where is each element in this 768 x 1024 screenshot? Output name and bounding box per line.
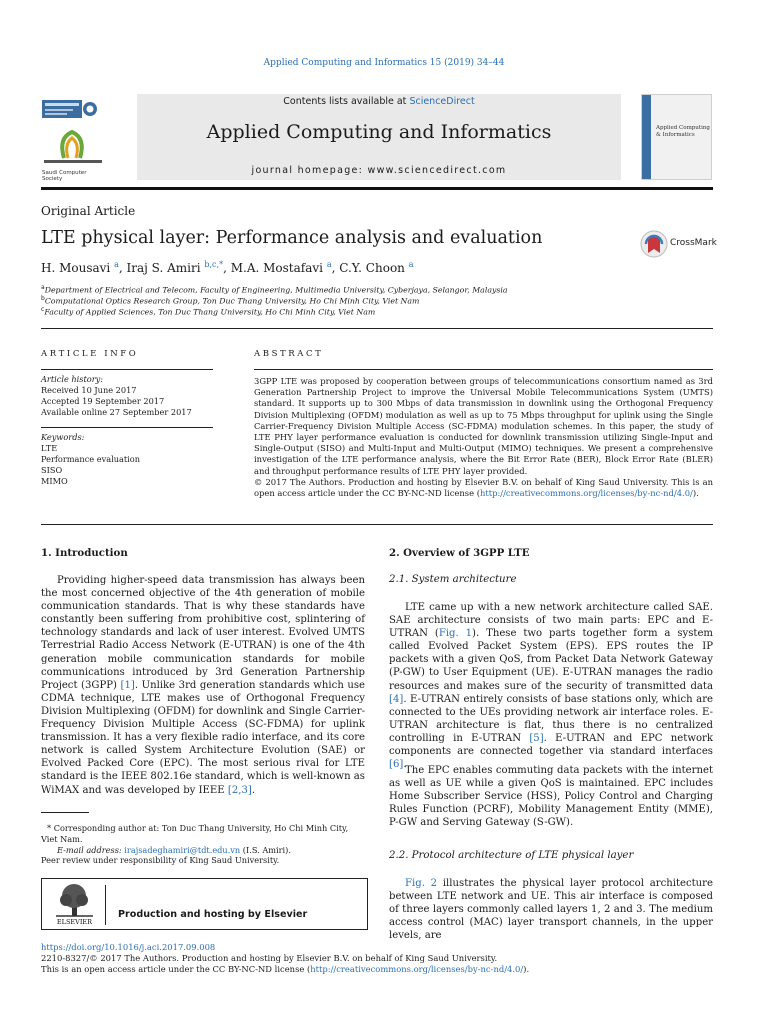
author-affiliation-marker[interactable]: b,c,* <box>204 260 224 269</box>
journal-homepage: journal homepage: www.sciencedirect.com <box>251 165 507 176</box>
affiliation-b: $^b$Computational Optics Research Group, Ton Duc Thang University, Ho Chi Minh City, Viet Nam <box>41 295 420 306</box>
footnotes <box>41 823 365 866</box>
king-saud-university-logo <box>42 98 98 120</box>
affiliation-a: $^a$Department of Electrical and Telecom, Faculty of Engineering, Multimedia University, Cyberjaya, Selangor, Malaysia <box>41 284 508 295</box>
crossmark-icon <box>640 230 668 258</box>
article-info-heading: ARTICLE INFO <box>41 349 139 359</box>
keyword: LTE <box>41 443 58 453</box>
license-line: This is an open access article under the CC BY-NC-ND license (http://creativecommons.org/licenses/by-nc-nd/4.0/). <box>41 964 530 974</box>
contents-available: Contents lists available at ScienceDirect <box>283 96 475 107</box>
journal-citation[interactable]: Applied Computing and Informatics 15 (2019) 34–44 <box>263 58 505 68</box>
journal-title: Applied Computing and Informatics <box>206 121 552 143</box>
author-affiliation-marker[interactable]: a <box>408 260 414 269</box>
section-2-heading: 2. Overview of 3GPP LTE <box>389 547 530 559</box>
author-name[interactable]: H. Mousavi <box>41 261 111 275</box>
section-2-1-paragraph-1 <box>389 601 713 771</box>
email-line: E-mail address: irajsadeghamiri@tdt.edu.vn (I.S. Amiri). <box>57 844 291 855</box>
abstract-bottom-rule <box>41 524 713 525</box>
section-2-2-paragraph: Fig. 2 illustrates the physical layer protocol architecture between LTE network and UE. This air interface is composed of three layers commonly called layers 1, 2 and 3. The medium access control (MAC) layer transport channels, in the upper levels, are <box>389 878 713 942</box>
author-list: H. Mousavi $^a$, Iraj S. Amiri $^{b,c,*}$, M.A. Mostafavi $^a$, C.Y. Choon $^a$ <box>41 260 414 275</box>
elsevier-divider <box>105 885 106 925</box>
figure-link[interactable]: Fig. 2 <box>405 878 438 889</box>
keywords-rule <box>41 427 213 428</box>
abstract-copyright: © 2017 The Authors. Production and hosting by Elsevier B.V. on behalf of King Saud University. This is an open access article under the CC BY-NC-ND license (http://creativecommons.org/licenses/by-nc-nd/4.0/). <box>254 476 713 499</box>
paragraph-text: LTE came up with a new network architecture called SAE. SAE architecture consists of two main parts: EPC and E-UTRAN ( <box>389 602 713 640</box>
received-date: Received 10 June 2017 <box>41 385 137 395</box>
corresponding-author: * Corresponding author at: Ton Duc Thang University, Ho Chi Minh City, Viet Nam. <box>41 823 349 844</box>
society-emblem-icon <box>42 128 104 166</box>
license-link[interactable]: http://creativecommons.org/licenses/by-nc-nd/4.0/ <box>479 488 693 499</box>
accepted-date: Accepted 19 September 2017 <box>41 396 165 406</box>
ref-link[interactable]: [6] <box>389 759 404 771</box>
journal-cover-thumbnail[interactable] <box>641 94 712 180</box>
keyword: SISO <box>41 465 63 475</box>
elsevier-wordmark: ELSEVIER <box>56 918 93 926</box>
society-label: Saudi Computer Society <box>42 170 87 182</box>
cover-title: Applied Computing & Informatics <box>656 125 710 138</box>
ref-link[interactable]: [2,3] <box>227 784 252 796</box>
abstract-rule <box>254 369 713 370</box>
saudi-computer-society-logo <box>42 128 104 182</box>
history-label: Article history: <box>41 374 103 384</box>
author-affiliation-marker[interactable]: a <box>326 260 332 269</box>
header-rule <box>41 187 713 190</box>
crossmark-label: CrossMark <box>670 238 717 248</box>
affiliation-c: $^c$Faculty of Applied Sciences, Ton Duc Thang University, Ho Chi Minh City, Viet Nam <box>41 306 376 317</box>
keywords-label: Keywords: <box>41 432 85 442</box>
section-1-paragraph: Providing higher-speed data transmission has always been the most concerned objective of the 4th generation of mobile communication standards. That is why these standards have constantly been suffering from prohibitive cost, splintering of technology standards and lack of user interest. Evolved UMTS Terrestrial Radio Access Network (E-UTRAN) is one of the 4th generation mobile communication standards for mobile communications introduced by 3rd Generation Partnership Project (3GPP) [1]. Unlike 3rd generation standards which use CDMA technique, LTE makes use of Orthogonal Frequency Division Multiplexing (OFDM) for downlink and Single Carrier-Frequency Division Multiple Access (SC-FDMA) for uplink transmission. It has a very flexible radio interface, and its core network is called System Architecture Evolution (SAE) or Evolved Packed Core (EPC). The most serious rival for LTE standard is the IEEE 802.16e standard, which is well-known as WiMAX and was developed by IEEE [2,3]. <box>41 575 366 796</box>
paragraph-text: . <box>403 759 407 771</box>
footnote-rule <box>41 812 89 813</box>
keywords <box>41 432 213 487</box>
subsection-2-2-heading: 2.2. Protocol architecture of LTE physical layer <box>389 850 634 861</box>
email-link[interactable]: irajsadeghamiri@tdt.edu.vn <box>124 844 241 855</box>
production-label: Production and hosting by Elsevier <box>118 909 308 920</box>
abstract-body <box>254 376 713 499</box>
ref-link[interactable]: [4] <box>389 693 404 705</box>
crossmark-badge[interactable] <box>640 230 720 258</box>
issn-line: 2210-8327/© 2017 The Authors. Production and hosting by Elsevier B.V. on behalf of King Saud University. <box>41 953 498 963</box>
author-affiliation-marker[interactable]: a <box>114 260 119 269</box>
author-name[interactable]: Iraj S. Amiri <box>126 261 201 275</box>
author-name[interactable]: M.A. Mostafavi <box>230 261 323 275</box>
abstract-text: 3GPP LTE was proposed by cooperation between groups of telecommunications consortium named as 3rd Generation Partnership Project to improve the Universal Mobile Telecommunications System (UMTS) standard. It supports up to 300 Mbps of data transmission in downlink using the Orthogonal Frequency Division Multiplexing (OFDM) modulation as well as up to 75 Mbps throughput for uplink using the Single Carrier-Frequency Division Multiple Access (SC-FDMA) modulation schemes. In this paper, the study of LTE PHY layer performance evaluation is conducted for downlink transmission utilizing Single-Input and Single-Output (SISO) and Multi-Input and Multi-Output (MIMO) techniques. We present a comprehensive investigation of the LTE performance analysis, where the Bit Error Rate (BER), Block Error Rate (BLER) and throughput performance results of LTE PHY layer provided. <box>254 376 713 476</box>
abstract-heading: ABSTRACT <box>254 349 324 359</box>
author-name[interactable]: C.Y. Choon <box>339 261 405 275</box>
article-type: Original Article <box>41 204 136 218</box>
ref-link[interactable]: [5] <box>529 732 544 744</box>
license-link[interactable]: http://creativecommons.org/licenses/by-nc-nd/4.0/ <box>310 964 524 974</box>
keyword: MIMO <box>41 476 68 486</box>
sciencedirect-link[interactable]: ScienceDirect <box>409 96 475 107</box>
paragraph-text: . E-UTRAN entirely consists of base stations only, which are connected to the UEs providing network air interface roles. E-UTRAN architecture is flat, thus there is no centralized controlling in E-UTRAN <box>389 693 713 744</box>
subsection-2-1-heading: 2.1. System architecture <box>389 574 517 585</box>
article-info-rule <box>41 369 213 370</box>
online-date: Available online 27 September 2017 <box>41 407 192 417</box>
elsevier-tree-icon <box>52 882 97 926</box>
paragraph-text: ). These two parts together form a system called Evolved Packet System (EPS). EPS routes the IP packets with a given QoS, from Packet Data Network Gateway (P-GW) to User Equipment (UE). E-UTRAN manages the radio resources and makes sure of the security of transmitted data <box>389 628 714 692</box>
title-rule <box>41 328 713 329</box>
keyword: Performance evaluation <box>41 454 140 464</box>
doi-link[interactable]: https://doi.org/10.1016/j.aci.2017.09.008 <box>41 942 216 952</box>
article-history <box>41 374 213 418</box>
ref-link[interactable]: Fig. 1 <box>438 628 473 640</box>
article-title: LTE physical layer: Performance analysis and evaluation <box>41 228 543 248</box>
section-2-1-paragraph-2: The EPC enables commuting data packets with the internet as well as UE while a given QoS is maintained. EPC includes Home Subscriber Service (HSS), Policy Control and Charging Rules Function (PCRF), Mobility Management Entity (MME), P-GW and Serving Gateway (S-GW). <box>389 765 713 829</box>
peer-review-note: Peer review under responsibility of King Saud University. <box>41 855 280 866</box>
section-1-heading: 1. Introduction <box>41 547 128 559</box>
ref-link[interactable]: [1] <box>120 679 135 691</box>
homepage-link[interactable]: www.sciencedirect.com <box>367 165 507 176</box>
cover-spine <box>642 95 651 179</box>
elsevier-box <box>41 878 368 930</box>
paragraph-text: . E-UTRAN and EPC network components are connected together via standard interfaces <box>389 732 713 758</box>
